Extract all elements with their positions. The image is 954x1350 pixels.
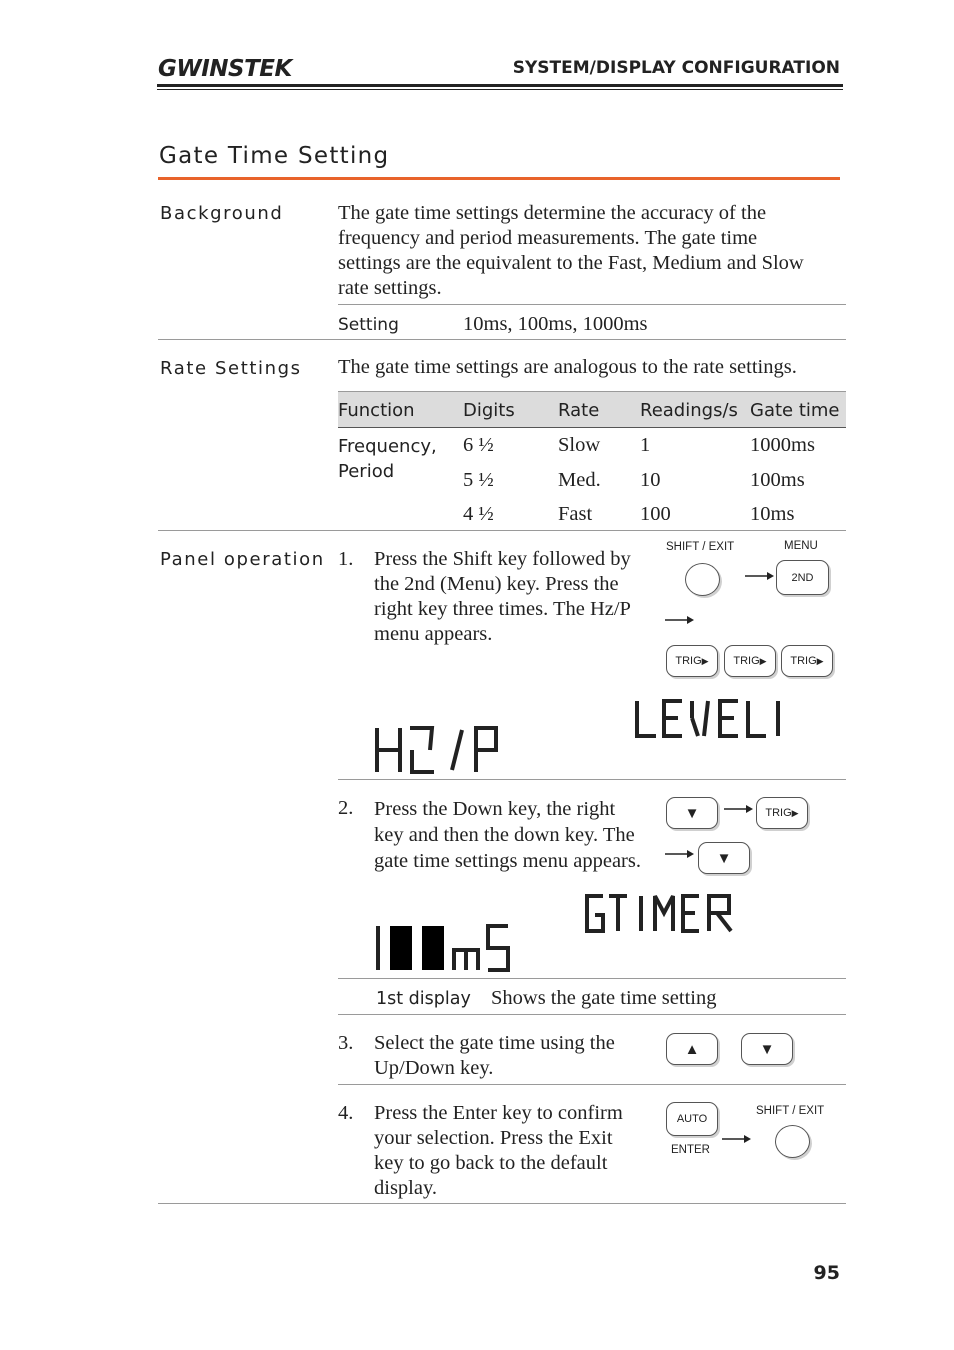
background-line: rate settings.: [338, 277, 442, 299]
step-text: [374, 796, 664, 874]
triangle-right-icon: ▶: [791, 807, 799, 818]
down-key[interactable]: [666, 797, 718, 829]
second-key-label: 2ND: [791, 571, 814, 584]
gate-cell: 100ms: [750, 469, 805, 491]
step-line: Press the Enter key to confirm: [374, 1102, 623, 1124]
auto-enter-key[interactable]: [666, 1102, 718, 1136]
background-label: Background: [160, 203, 284, 224]
triangle-right-icon: ▶: [701, 655, 709, 666]
step-number: 1.: [338, 548, 354, 570]
rate-cell: Med.: [558, 469, 601, 491]
function-line: Period: [338, 461, 395, 482]
rate-cell: Fast: [558, 503, 593, 525]
page-title: Gate Time Setting: [159, 143, 390, 169]
down-key[interactable]: [741, 1033, 793, 1065]
triangle-right-icon: ▶: [759, 655, 767, 666]
triangle-down-icon: ▼: [759, 1040, 775, 1058]
step-line: right key three times. The Hz/P: [374, 598, 631, 620]
step-number: 3.: [338, 1032, 354, 1054]
table-header-cell: Digits: [463, 400, 515, 421]
divider: [338, 304, 846, 305]
table-header-cell: Readings/s: [640, 400, 738, 421]
trig-key-label: TRIG: [733, 655, 760, 667]
section-title: SYSTEM/DISPLAY CONFIGURATION: [512, 58, 840, 78]
background-line: frequency and period measurements. The gate time: [338, 227, 758, 249]
divider: [338, 1014, 846, 1015]
auto-key-label: AUTO: [676, 1113, 708, 1125]
trig-key-label: TRIG: [790, 655, 817, 667]
trig-key[interactable]: [756, 797, 808, 829]
shift-exit-label: SHIFT / EXIT: [756, 1105, 825, 1117]
arrow-right-icon: [665, 614, 695, 626]
step-line: your selection. Press the Exit: [374, 1127, 613, 1149]
lcd-main-display-hzp: [372, 722, 512, 778]
triangle-right-icon: ▶: [816, 655, 824, 666]
shift-exit-key[interactable]: [685, 563, 720, 596]
readings-cell: 100: [640, 503, 671, 525]
trig-key-label: TRIG: [675, 655, 702, 667]
shift-exit-key[interactable]: [775, 1125, 810, 1158]
step-line: key and then the down key. The: [374, 824, 635, 846]
display-note-text: Shows the gate time setting: [491, 987, 717, 1009]
divider: [338, 1084, 846, 1085]
down-key[interactable]: [698, 842, 750, 874]
lcd-sub-display-gtimer: [583, 893, 743, 937]
divider: [158, 530, 846, 531]
lcd-sub-display-level1: [632, 698, 792, 742]
header-rule: [157, 84, 843, 87]
triangle-down-icon: ▼: [684, 804, 700, 822]
readings-cell: 10: [640, 469, 661, 491]
gate-cell: 1000ms: [750, 434, 815, 456]
step-line: Press the Shift key followed by: [374, 548, 631, 570]
title-underline: [158, 177, 840, 180]
step-line: menu appears.: [374, 623, 493, 645]
gate-cell: 10ms: [750, 503, 795, 525]
triangle-up-icon: ▲: [684, 1040, 700, 1058]
step-number: 4.: [338, 1102, 354, 1124]
brand-logo: [158, 56, 292, 82]
shift-exit-label: SHIFT / EXIT: [666, 541, 735, 553]
arrow-right-icon: [722, 1133, 752, 1145]
display-note-label: 1st display: [376, 989, 471, 1009]
step-line: Press the Down key, the right: [374, 798, 616, 820]
header-rule-thin: [157, 89, 843, 90]
lcd-main-display-100ms: [370, 920, 520, 976]
rate-table: [338, 391, 846, 531]
second-key[interactable]: [776, 560, 829, 595]
trig-key-label: TRIG: [765, 807, 792, 819]
setting-value: 10ms, 100ms, 1000ms: [463, 313, 648, 335]
step-text: [374, 1031, 664, 1081]
brand-logo-text: GWINSTEK: [158, 56, 292, 82]
divider: [158, 339, 846, 340]
digits-cell: 6 ½: [463, 434, 494, 456]
triangle-down-icon: ▼: [716, 849, 732, 867]
divider: [158, 1203, 846, 1204]
trig-key[interactable]: [724, 645, 776, 677]
readings-cell: 1: [640, 434, 651, 456]
page-number: 95: [813, 1262, 840, 1284]
rate-cell: Slow: [558, 434, 601, 456]
arrow-right-icon: [665, 848, 695, 860]
setting-label: Setting: [338, 315, 399, 335]
table-header-cell: Rate: [558, 400, 600, 421]
step-line: display.: [374, 1177, 438, 1199]
table-header-cell: Gate time: [750, 400, 840, 421]
background-line: The gate time settings determine the accuracy of the: [338, 202, 767, 224]
step-line: Up/Down key.: [374, 1057, 494, 1079]
up-key[interactable]: [666, 1033, 718, 1065]
panel-operation-label: Panel operation: [160, 549, 325, 570]
step-line: key to go back to the default: [374, 1152, 608, 1174]
divider: [338, 978, 846, 979]
menu-label: MENU: [784, 540, 818, 552]
rate-settings-text: The gate time settings are analogous to the rate settings.: [338, 356, 797, 378]
digits-cell: 4 ½: [463, 503, 494, 525]
step-line: gate time settings menu appears.: [374, 850, 641, 872]
function-cell: [338, 434, 437, 484]
arrow-right-icon: [724, 803, 754, 815]
trig-key[interactable]: [781, 645, 833, 677]
arrow-right-icon: [745, 570, 775, 582]
table-header-cell: Function: [338, 400, 415, 421]
step-text: [374, 1101, 664, 1201]
rate-settings-label: Rate Settings: [160, 358, 302, 379]
step-line: Select the gate time using the: [374, 1032, 615, 1054]
background-text: [338, 201, 838, 301]
function-line: Frequency,: [338, 436, 437, 457]
digits-cell: 5 ½: [463, 469, 494, 491]
step-line: the 2nd (Menu) key. Press the: [374, 573, 619, 595]
divider: [338, 779, 846, 780]
background-line: settings are the equivalent to the Fast, Medium and Slow: [338, 252, 804, 274]
trig-key[interactable]: [666, 645, 718, 677]
step-number: 2.: [338, 797, 354, 819]
step-text: [374, 547, 664, 647]
enter-label: ENTER: [671, 1144, 710, 1156]
